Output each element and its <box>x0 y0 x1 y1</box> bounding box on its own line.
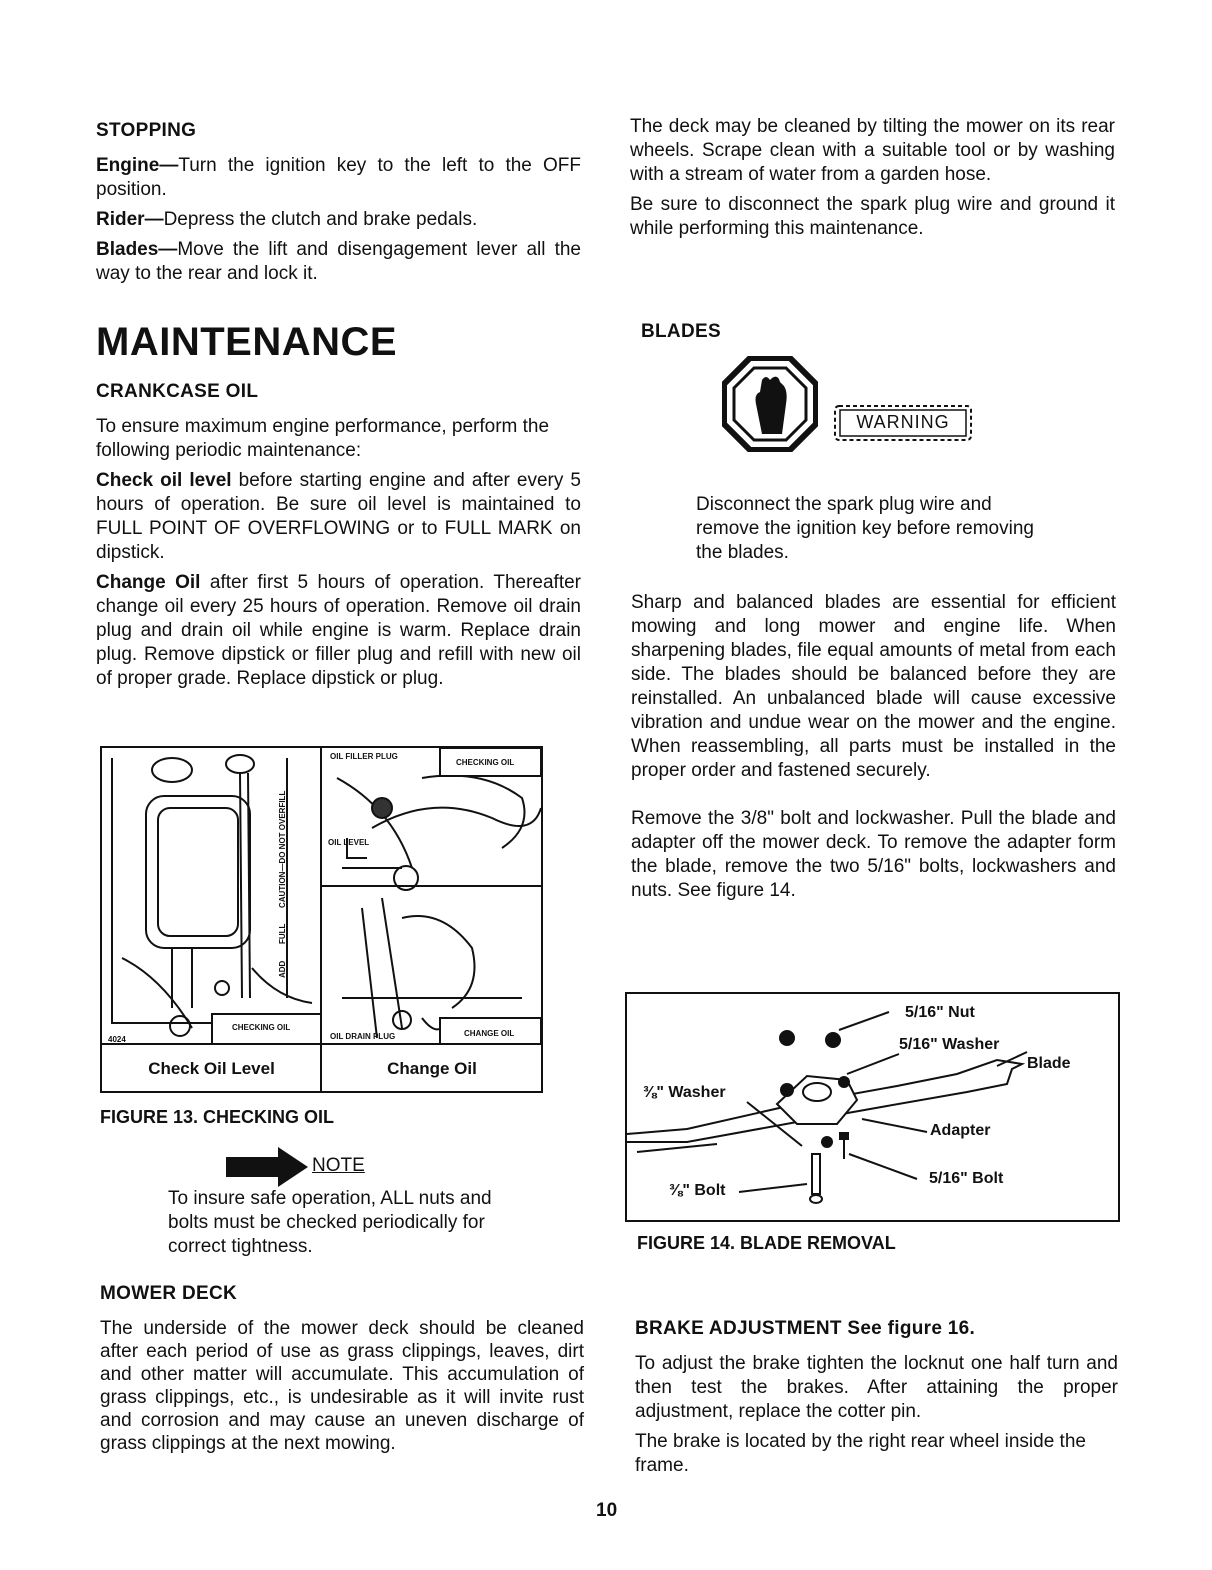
figure-13-caption: FIGURE 13. CHECKING OIL <box>100 1107 335 1127</box>
check-oil-level-label: Check Oil Level <box>148 1058 275 1078</box>
oil-drain-plug-label: OIL DRAIN PLUG <box>330 1032 396 1041</box>
brake-text-2: The brake is located by the right rear wheel inside the frame. <box>635 1431 1086 1476</box>
bolt-516-label: 5/16" Bolt <box>929 1170 1004 1187</box>
note-label: NOTE <box>312 1155 365 1176</box>
mower-deck-section <box>100 1283 584 1455</box>
change-oil-label: Change Oil <box>387 1058 477 1078</box>
nut-516-label: 5/16" Nut <box>905 1004 975 1021</box>
dipstick-full-label: FULL <box>278 923 287 944</box>
checking-oil-tab: CHECKING OIL <box>456 758 515 767</box>
disconnect-spark-text: Be sure to disconnect the spark plug wire and ground it while performing this maintenance. <box>630 194 1115 239</box>
brake-text-1: To adjust the brake tighten the locknut one half turn and then test the brakes. After attaining the proper adjustment, replace the cotter pin. <box>635 1353 1118 1422</box>
maintenance-title: MAINTENANCE <box>96 320 398 364</box>
check-oil-paragraph: Check oil level before starting engine and after every 5 hours of operation. Be sure oil level is maintained to FULL POINT OF OVERFLOWING or to FULL MARK on dipstick. <box>96 470 581 563</box>
stopping-heading: STOPPING <box>96 120 197 141</box>
oil-level-label: OIL LEVEL <box>328 838 370 847</box>
blades-paragraph-1: Sharp and balanced blades are essential for efficient mowing and long mower and engine life. When sharpening blades, file equal amounts of metal from each side. The blades should be balanced before they are reinstalled. An unbalanced blade will cause excessive vibration and undue wear on the mower and the engine. When reassembling, all parts must be installed in the proper order and fastened securely. <box>631 592 1116 781</box>
change-oil-tab: CHANGE OIL <box>464 1029 515 1038</box>
warning-text: Disconnect the spark plug wire and remove the ignition key before removing the blades. <box>696 494 1034 563</box>
note-arrow-icon <box>226 1147 308 1187</box>
note-text: To insure safe operation, ALL nuts and bolts must be checked periodically for correct tightness. <box>168 1188 492 1257</box>
figure-13-illustration <box>102 748 541 1091</box>
washer-516-label: 5/16" Washer <box>899 1036 1000 1053</box>
engine-paragraph: Engine—Turn the ignition key to the left to the OFF position. <box>96 155 581 200</box>
blades-paragraph-2: Remove the 3/8" bolt and lockwasher. Pull the blade and adapter off the mower deck. To remove the adapter form the blade, remove the two 5/16" bolts, lockwashers and nuts. See figure 14. <box>631 808 1116 901</box>
blades-paragraphs <box>631 591 1116 903</box>
warning-label: WARNING <box>856 412 950 432</box>
figure-13 <box>100 746 543 1093</box>
mower-deck-text: The underside of the mower deck should be cleaned after each period of use as grass clippings, leaves, dirt and other matter will accumulate. This accumulation of grass clippings, etc., is undesirable as it will invite rust and corrosion and may cause an uneven discharge of grass clippings at the next mowing. <box>100 1318 584 1454</box>
mower-deck-heading: MOWER DECK <box>100 1283 238 1304</box>
left-column <box>96 120 581 691</box>
dipstick-caution-text: CAUTION—DO NOT OVERFILL <box>278 790 287 908</box>
page-number: 10 <box>596 1500 618 1521</box>
figure-14 <box>625 992 1120 1222</box>
adapter-label: Adapter <box>930 1122 991 1139</box>
dipstick-add-label: ADD <box>278 960 287 978</box>
brake-heading: BRAKE ADJUSTMENT See figure 16. <box>635 1318 976 1339</box>
blade-label: Blade <box>1027 1055 1071 1072</box>
oil-filler-plug-label: OIL FILLER PLUG <box>330 752 398 761</box>
figure-14-caption: FIGURE 14. BLADE REMOVAL <box>637 1233 896 1253</box>
hand-stop-icon <box>722 356 818 452</box>
brake-section <box>635 1318 1118 1478</box>
checking-oil-bottom-label: CHECKING OIL <box>232 1023 291 1032</box>
right-column-top <box>630 115 1115 241</box>
blades-heading: BLADES <box>641 321 721 342</box>
deck-cleaning-text: The deck may be cleaned by tilting the mower on its rear wheels. Scrape clean with a suitable tool or by washing with a stream of water from a garden hose. <box>630 116 1115 185</box>
figure-code: 4024 <box>108 1035 126 1044</box>
crankcase-intro: To ensure maximum engine performance, perform the following periodic maintenance: <box>96 416 550 461</box>
bolt-38-label: ⅜" Bolt <box>669 1182 726 1199</box>
washer-38-label: ⅜" Washer <box>643 1084 726 1101</box>
warning-badge <box>832 400 974 446</box>
crankcase-heading: CRANKCASE OIL <box>96 381 259 402</box>
change-oil-paragraph: Change Oil after first 5 hours of operation. Thereafter change oil every 25 hours of operation. Remove oil drain plug and drain oil while engine is warm. Replace drain plug. Remove dipstick or filler plug and refill with new oil of proper grade. Replace dipstick or plug. <box>96 572 581 689</box>
blades-paragraph: Blades—Move the lift and disengagement lever all the way to the rear and lock it. <box>96 239 581 284</box>
rider-paragraph: Rider—Depress the clutch and brake pedals. <box>96 209 478 230</box>
